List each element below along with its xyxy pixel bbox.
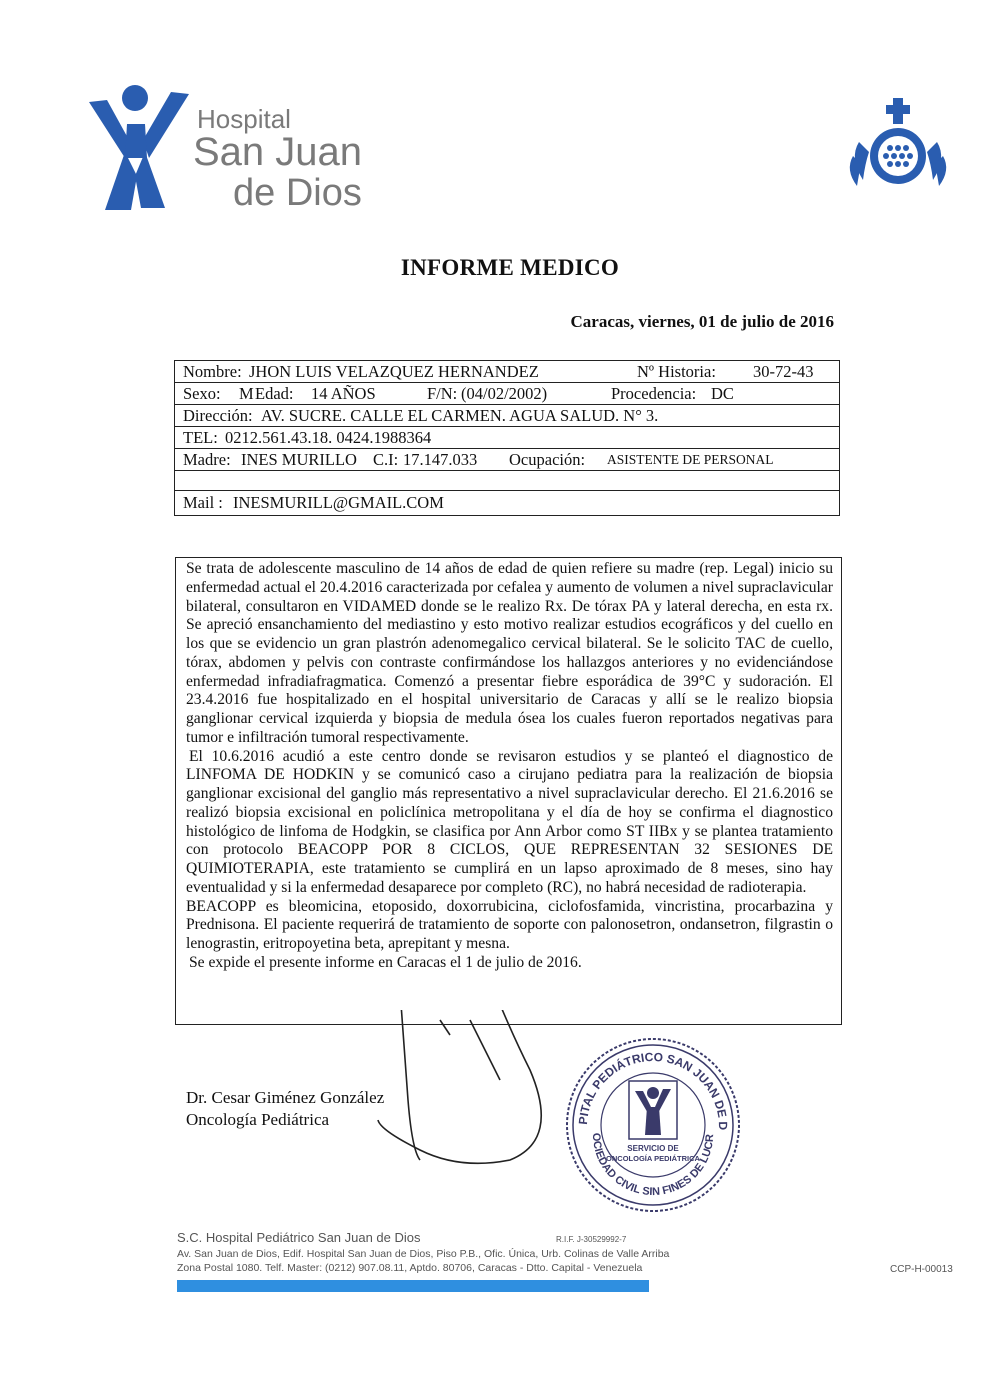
stamp-ring-text-bottom: OCIEDAD CIVIL SIN FINES DE LUCR	[589, 1132, 717, 1199]
stamp-inner-line1: SERVICIO DE	[627, 1144, 679, 1153]
order-cross-emblem-icon	[845, 98, 955, 198]
madre-label: Madre:	[183, 450, 231, 469]
fn-value: (04/02/2002)	[461, 384, 548, 403]
direccion-label: Dirección:	[183, 406, 253, 425]
patient-row-sex	[175, 383, 839, 405]
patient-row-mail	[175, 491, 839, 514]
footer-color-bar	[177, 1280, 649, 1292]
patient-row-phone	[175, 427, 839, 449]
hospital-figure-icon	[85, 80, 195, 215]
patient-row-mother	[175, 449, 839, 471]
mail-value: INESMURILL@GMAIL.COM	[233, 493, 444, 512]
patient-row-empty	[175, 471, 839, 491]
footer-organization: S.C. Hospital Pediátrico San Juan de Dios	[177, 1230, 421, 1245]
edad-label: Edad:	[255, 384, 294, 403]
ocupacion-value: ASISTENTE DE PERSONAL	[607, 452, 774, 467]
procedencia-value: DC	[711, 384, 734, 403]
footer-address-line1: Av. San Juan de Dios, Edif. Hospital San Juan de Dios, Piso P.B., Ofic. Única, Urb. Colinas de Valle Arriba	[177, 1248, 670, 1260]
tel-label: TEL:	[183, 428, 218, 447]
direccion-value: AV. SUCRE. CALLE EL CARMEN. AGUA SALUD. N° 3.	[261, 406, 659, 425]
sexo-value: M	[239, 384, 254, 403]
ocupacion-label: Ocupación:	[509, 450, 586, 469]
sexo-label: Sexo:	[183, 384, 221, 403]
madre-value: INES MURILLO	[241, 450, 357, 469]
handwritten-signature	[360, 1010, 560, 1210]
historia-number: 30-72-43	[753, 362, 814, 381]
footer-rif: R.I.F. J-30529992-7	[556, 1235, 627, 1244]
narrative-paragraph-issued: Se expide el presente informe en Caracas el 1 de julio de 2016.	[189, 953, 582, 971]
doctor-department: Oncología Pediátrica	[186, 1110, 330, 1129]
hospital-logo	[85, 80, 385, 215]
logo-text-san-juan: San Juan	[193, 130, 363, 174]
narrative-paragraph-diagnosis: El 10.6.2016 acudió a este centro donde se revisaron estudios y se planteó el diagnostico de LINFOMA DE HODKIN y se comunicó caso a cirujano pediatra para la realización de biopsia ganglionar excisional del ganglio más representativo a nivel supraclavicular derecho. El 21.6.2016 se realizó biopsia excisional en policlínica metropolitana y el día de hoy se confirma el diagnostico histológico de linfoma de Hodgkin, se clasifica por Ann Arbor como ST IIBx y se plantea tratamiento con protocolo BEACOPP POR 8 CICLOS, QUE REPRESENTAN 32 SESIONES DE QUIMIOTERAPIA, este tratamiento se cumplirá en un lapso aproximado de 8 meses, sino hay eventualidad y si la enfermedad desaparece por completo (RC), no habrá necesidad de radioterapia.	[186, 747, 833, 896]
document-date: Caracas, viernes, 01 de julio de 2016	[570, 312, 834, 331]
patient-row-name	[175, 361, 839, 383]
footer-address-line2: Zona Postal 1080. Telf. Master: (0212) 907.08.11, Aptdo. 80706, Caracas - Dtto. Capital - Venezuela	[177, 1262, 643, 1274]
logo-text-de-dios: de Dios	[233, 172, 362, 214]
ci-value: 17.147.033	[403, 450, 478, 469]
edad-value: 14 AÑOS	[311, 384, 376, 403]
patient-name: JHON LUIS VELAZQUEZ HERNANDEZ	[249, 362, 539, 381]
stamp-inner-line2: ONCOLOGÍA PEDIÁTRICA	[606, 1154, 700, 1163]
stamp-figure-icon	[635, 1087, 671, 1135]
patient-row-address	[175, 405, 839, 427]
nombre-label: Nombre:	[183, 362, 242, 381]
document-title: INFORME MEDICO	[400, 255, 620, 280]
historia-label: Nº Historia:	[637, 362, 716, 381]
ci-label: C.I:	[373, 450, 399, 469]
tel-value: 0212.561.43.18. 0424.1988364	[225, 428, 432, 447]
doctor-name: Dr. Cesar Giménez González	[186, 1088, 385, 1107]
logo-text-hospital: Hospital	[197, 104, 291, 134]
fn-label: F/N:	[427, 384, 458, 403]
patient-info-table	[174, 360, 840, 516]
mail-label: Mail :	[183, 493, 223, 512]
hospital-stamp	[563, 1035, 743, 1215]
footer-document-code: CCP-H-00013	[890, 1264, 953, 1275]
procedencia-label: Procedencia:	[611, 384, 697, 403]
stamp-ring-text-top: PITAL PEDIÁTRICO SAN JUAN DE D	[575, 1049, 731, 1131]
narrative-paragraph-protocol: BEACOPP es bleomicina, etoposido, doxorrubicina, ciclofosfamida, vincristina, procarbazina y Prednisona. El paciente requerirá de tratamiento de soporte con palonosetron, ondansetron, filgrastin o lenograstin, eritropoyetina beta, aprepitant y mesna.	[186, 897, 833, 952]
clinical-narrative-box	[175, 557, 842, 1025]
narrative-paragraph-history: Se trata de adolescente masculino de 14 años de edad de quien refiere su madre (rep. Legal) inicio su enfermedad actual el 20.4.2016 caracterizada por cefalea y aumento de volumen a nivel supraclavicular bilateral, consultaron en VIDAMED donde se le realizo Rx. De tórax PA y lateral derecha, en esta rx. Se apreció ensanchamiento del mediastino y esto motivo realizar estudios ecográficos y del cuello en los que se evidencio un gran plastrón adenomegalico cervical bilateral. Se le solicito TAC de cuello, tórax, abdomen y pelvis con contraste confirmándose los hallazgos anteriores y no evidenciándose enfermedad infradiafragmatica. Comenzó a presentar fiebre esporádica de 39°C y sudoración. El 23.4.2016 fue hospitalizado en el hospital universitario de Caracas y allí se le realizo biopsia ganglionar cervical izquierda y biopsia de medula ósea los cuales fueron reportados negativas para tumor e infiltración tumoral respectivamente.	[186, 560, 833, 746]
